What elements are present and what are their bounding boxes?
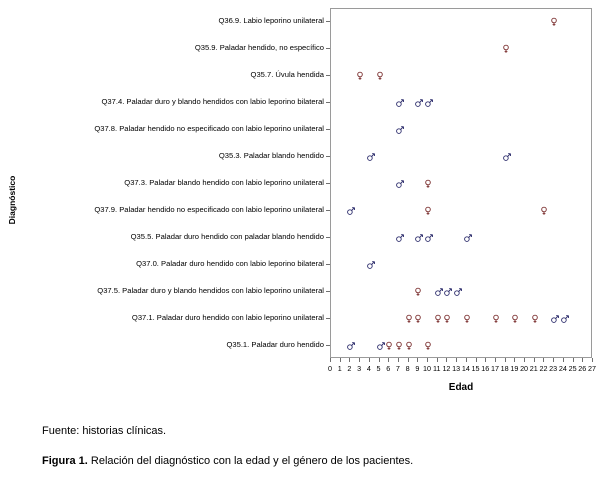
x-tick-label: 11 <box>433 364 441 373</box>
x-axis-tick <box>592 358 593 362</box>
data-point <box>425 180 432 189</box>
x-tick-label: 20 <box>520 364 529 373</box>
y-tick-label: Q35.1. Paladar duro hendido <box>226 339 324 349</box>
data-point <box>395 233 402 242</box>
x-axis-tick <box>388 358 389 362</box>
x-tick-label: 23 <box>549 364 558 373</box>
x-axis-tick <box>466 358 467 362</box>
data-point <box>386 341 393 350</box>
x-tick-label: 21 <box>529 364 538 373</box>
x-axis-tick <box>514 358 515 362</box>
x-axis-tick <box>359 358 360 362</box>
data-point <box>366 260 373 269</box>
x-tick-label: 27 <box>588 364 596 373</box>
source-note: Fuente: historias clínicas. <box>42 425 167 437</box>
x-axis-tick <box>534 358 535 362</box>
data-point <box>415 233 422 242</box>
x-tick-label: 6 <box>386 364 391 373</box>
y-tick-label: Q35.9. Paladar hendido, no específico <box>194 43 324 53</box>
x-tick-label: 3 <box>357 364 362 373</box>
data-point <box>454 287 461 296</box>
x-axis-tick <box>340 358 341 362</box>
y-axis-title: Diagnóstico <box>7 175 17 225</box>
y-tick-label: Q37.1. Paladar duro hendido con labio leporino unilateral <box>131 312 324 322</box>
x-axis-tick <box>408 358 409 362</box>
y-tick-label: Q35.7. Úvula hendida <box>250 70 324 80</box>
data-point <box>347 341 354 350</box>
data-point <box>560 314 567 323</box>
x-tick-label: 8 <box>405 364 410 373</box>
y-tick-label: Q35.3. Paladar blando hendido <box>218 151 324 161</box>
figure-caption-text: Relación del diagnóstico con la edad y el género de los pacientes. <box>87 455 414 467</box>
x-tick-label: 5 <box>376 364 381 373</box>
data-point <box>425 233 432 242</box>
x-axis-tick <box>524 358 525 362</box>
data-point <box>425 341 432 350</box>
x-tick-label: 0 <box>328 364 332 373</box>
x-tick-label: 17 <box>490 364 499 373</box>
data-point <box>492 314 499 323</box>
x-tick-label: 10 <box>423 364 432 373</box>
y-tick-label: Q35.5. Paladar duro hendido con paladar blando hendido <box>130 231 324 241</box>
data-point <box>502 153 509 162</box>
x-tick-label: 2 <box>347 364 352 373</box>
x-tick-label: 9 <box>415 364 420 373</box>
x-axis-tick <box>573 358 574 362</box>
data-point <box>415 314 422 323</box>
x-tick-label: 26 <box>578 364 587 373</box>
data-point <box>444 287 451 296</box>
data-point <box>512 314 519 323</box>
x-axis-tick <box>563 358 564 362</box>
plot-area <box>330 8 592 358</box>
data-point <box>434 287 441 296</box>
x-tick-label: 12 <box>442 364 451 373</box>
x-axis-tick <box>505 358 506 362</box>
data-point <box>463 233 470 242</box>
x-axis-tick <box>495 358 496 362</box>
y-tick-label: Q37.3. Paladar blando hendido con labio leporino unilateral <box>124 178 324 187</box>
data-point <box>425 99 432 108</box>
x-axis-tick <box>456 358 457 362</box>
x-tick-label: 13 <box>452 364 461 373</box>
data-point <box>444 314 451 323</box>
x-tick-label: 25 <box>568 364 577 373</box>
data-point <box>415 287 422 296</box>
x-axis-tick <box>485 358 486 362</box>
data-point <box>463 314 470 323</box>
y-tick-label: Q37.9. Paladar hendido no especificado con labio leporino unilateral <box>94 204 324 214</box>
x-axis-tick <box>398 358 399 362</box>
x-axis-tick <box>427 358 428 362</box>
y-tick-label: Q37.0. Paladar duro hendido con labio leporino bilateral <box>136 258 324 268</box>
x-axis-title: Edad <box>448 382 474 393</box>
y-tick-label: Q36.9. Labio leporino unilateral <box>218 16 324 26</box>
x-tick-label: 24 <box>558 364 567 373</box>
x-axis-tick <box>543 358 544 362</box>
x-axis-tick <box>379 358 380 362</box>
x-tick-label: 18 <box>500 364 509 373</box>
data-point <box>502 45 509 54</box>
data-point <box>376 341 383 350</box>
x-axis-tick <box>417 358 418 362</box>
y-tick-label: Q37.8. Paladar hendido no especificado con labio leporino unilateral <box>94 124 324 134</box>
x-axis-tick <box>369 358 370 362</box>
data-point <box>425 206 432 215</box>
x-axis-tick <box>330 358 331 362</box>
x-tick-label: 16 <box>481 364 490 373</box>
x-tick-label: 22 <box>539 364 548 373</box>
x-axis-tick <box>446 358 447 362</box>
data-point <box>395 126 402 135</box>
data-point <box>395 99 402 108</box>
data-point <box>405 341 412 350</box>
x-tick-label: 7 <box>395 364 400 373</box>
figure-caption-label: Figura 1. <box>42 455 88 467</box>
data-point <box>415 99 422 108</box>
y-axis-title-container <box>7 0 24 400</box>
data-point <box>531 314 538 323</box>
x-axis-tick <box>553 358 554 362</box>
data-point <box>395 180 402 189</box>
data-point <box>551 314 558 323</box>
x-axis-tick <box>476 358 477 362</box>
data-point <box>541 206 548 215</box>
x-tick-label: 1 <box>337 364 342 373</box>
data-point <box>357 72 364 81</box>
x-tick-label: 14 <box>461 364 470 373</box>
x-tick-label: 15 <box>471 364 480 373</box>
data-point <box>434 314 441 323</box>
x-axis-tick <box>349 358 350 362</box>
x-tick-label: 4 <box>366 364 371 373</box>
y-tick-label: Q37.5. Paladar duro y blando hendidos con labio leporino unilateral <box>97 285 324 295</box>
data-point <box>405 314 412 323</box>
data-point <box>366 153 373 162</box>
data-point <box>395 341 402 350</box>
figure-caption <box>42 455 413 467</box>
x-axis-tick <box>582 358 583 362</box>
data-point <box>376 72 383 81</box>
x-axis-tick <box>437 358 438 362</box>
x-tick-label: 19 <box>510 364 519 373</box>
y-tick-label: Q37.4. Paladar duro y blando hendidos con labio leporino bilateral <box>101 97 324 107</box>
data-point <box>347 206 354 215</box>
data-point <box>551 18 558 27</box>
